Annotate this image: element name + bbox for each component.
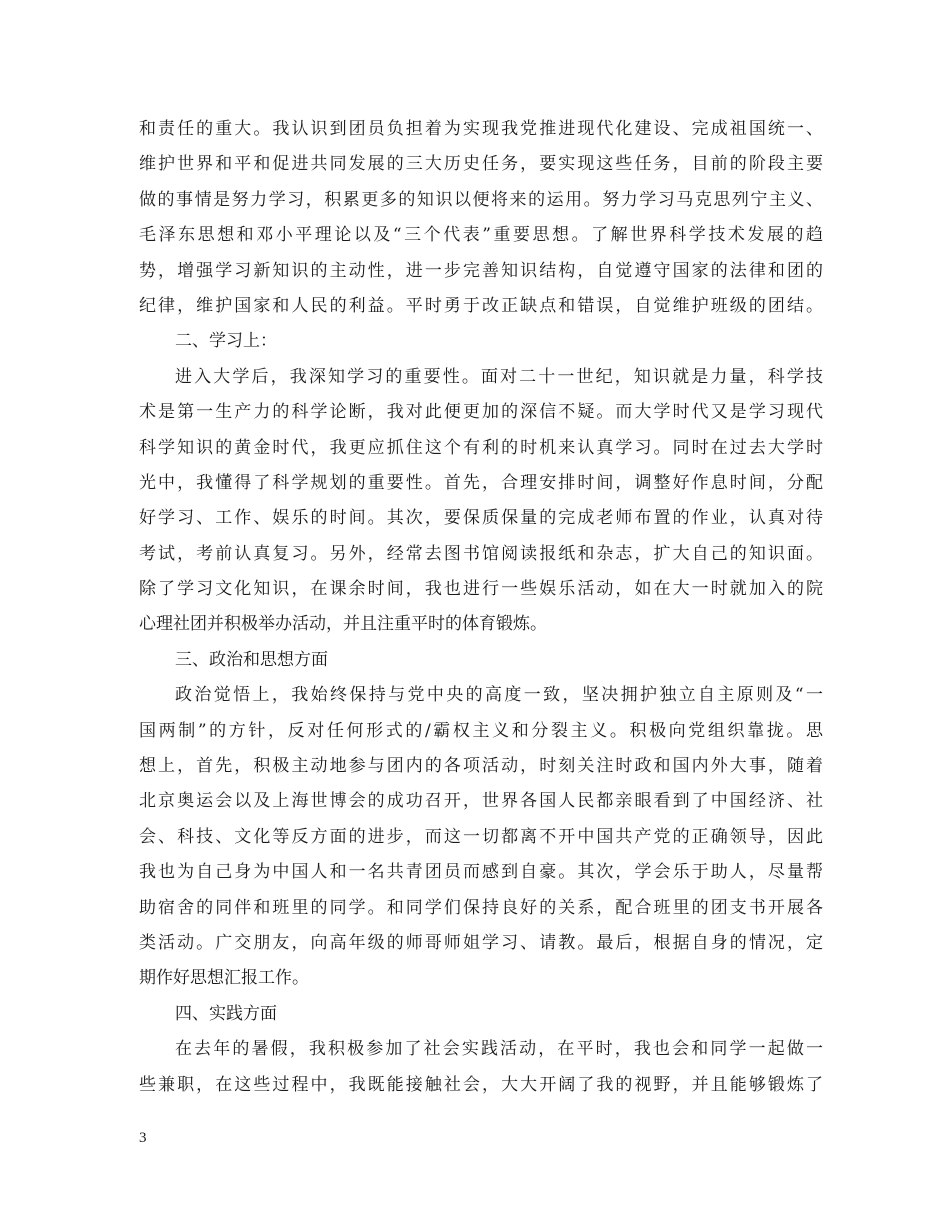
text-line: 除了学习文化知识，在课余时间，我也进行一些娱乐活动，如在大一时就加入的院 — [139, 579, 823, 600]
text-line: 考试，考前认真复习。另外，经常去图书馆阅读报纸和杂志，扩大自己的知识面。 — [139, 543, 823, 564]
body-text — [139, 112, 823, 1103]
text-line: 政治觉悟上，我始终保持与党中央的高度一致，坚决拥护独立自主原则及“一 — [175, 685, 823, 706]
text-line: 和责任的重大。我认识到团员负担着为实现我党推进现代化建设、完成祖国统一、 — [139, 119, 823, 139]
text-line: 术是第一生产力的科学论断，我对此便更加的深信不疑。而大学时代又是学习现代 — [139, 402, 823, 423]
text-line: 类活动。广交朋友，向高年级的师哥师姐学习、请教。最后，根据自身的情况，定 — [139, 932, 823, 953]
section-heading-politics: 三、政治和思想方面 — [175, 649, 328, 670]
text-line: 北京奥运会以及上海世博会的成功召开，世界各国人民都亲眼看到了中国经济、社 — [139, 791, 823, 812]
text-line: 心理社团并积极举办活动，并且注重平时的体育锻炼。 — [139, 614, 547, 635]
text-line: 毛泽东思想和邓小平理论以及“三个代表”重要思想。了解世界科学技术发展的趋 — [139, 225, 823, 246]
text-line: 期作好思想汇报工作。 — [139, 968, 309, 989]
text-line: 在去年的暑假，我积极参加了社会实践活动，在平时，我也会和同学一起做一 — [175, 1039, 823, 1060]
text-line: 助宿舍的同伴和班里的同学。和同学们保持良好的关系，配合班里的团支书开展各 — [139, 897, 823, 918]
text-line: 维护世界和平和促进共同发展的三大历史任务，要实现这些任务，目前的阶段主要 — [139, 154, 823, 175]
text-line: 想上，首先，积极主动地参与团内的各项活动，时刻关注时政和国内外大事，随着 — [139, 756, 823, 777]
text-line: 进入大学后，我深知学习的重要性。面对二十一世纪，知识就是力量，科学技 — [175, 366, 823, 387]
text-line: 些兼职，在这些过程中，我既能接触社会，大大开阔了我的视野，并且能够锻炼了 — [139, 1074, 823, 1095]
text-line: 势，增强学习新知识的主动性，进一步完善知识结构，自觉遵守国家的法律和团的 — [139, 260, 823, 281]
text-line: 光中，我懂得了科学规划的重要性。首先，合理安排时间，调整好作息时间，分配 — [139, 472, 823, 493]
text-line: 我也为自己身为中国人和一名共青团员而感到自豪。其次，学会乐于助人，尽量帮 — [139, 862, 823, 883]
section-heading-practice: 四、实践方面 — [175, 1003, 277, 1024]
text-line: 好学习、工作、娱乐的时间。其次，要保质保量的完成老师布置的作业，认真对待 — [139, 508, 823, 529]
page-number: 3 — [139, 1130, 147, 1146]
text-line: 科学知识的黄金时代，我更应抓住这个有利的时机来认真学习。同时在过去大学时 — [139, 437, 823, 458]
section-heading-study: 二、学习上： — [175, 331, 277, 352]
text-line: 国两制”的方针，反对任何形式的/霸权主义和分裂主义。积极向党组织靠拢。思 — [139, 720, 823, 741]
text-line: 纪律，维护国家和人民的利益。平时勇于改正缺点和错误，自觉维护班级的团结。 — [139, 295, 823, 316]
text-line: 会、科技、文化等反方面的进步，而这一切都离不开中国共产党的正确领导，因此 — [139, 826, 823, 847]
text-line: 做的事情是努力学习，积累更多的知识以便将来的运用。努力学习马克思列宁主义、 — [139, 189, 823, 210]
